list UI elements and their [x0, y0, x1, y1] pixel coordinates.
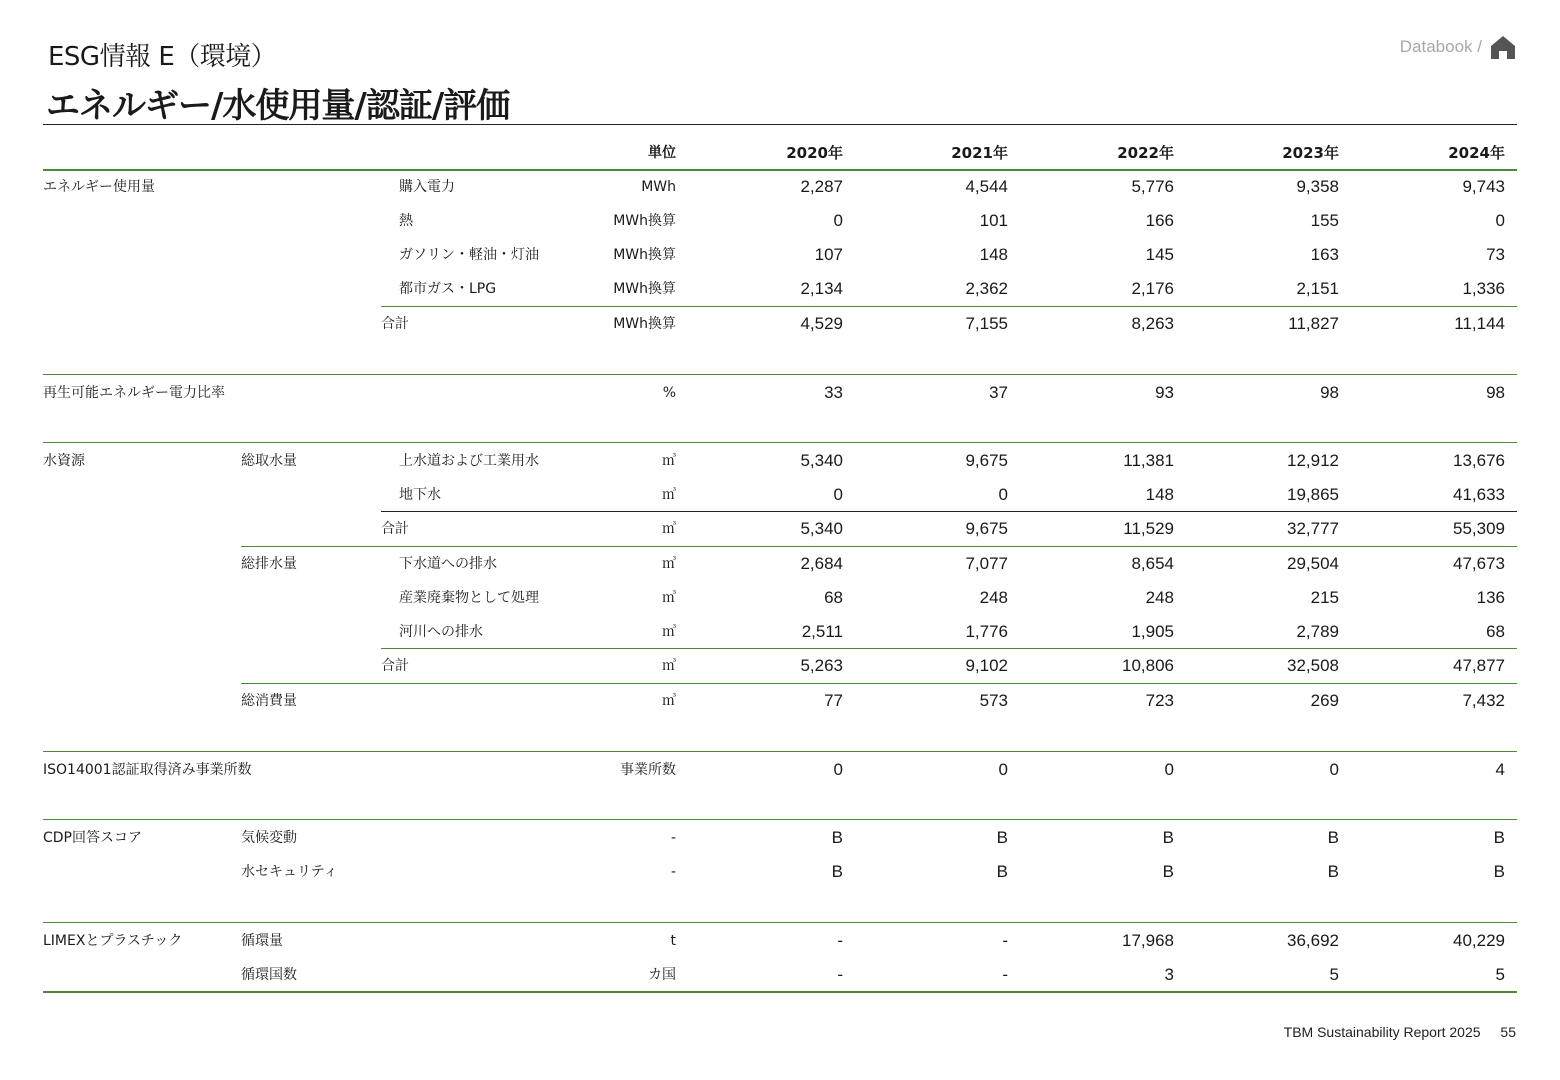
page-number: 55 — [1500, 1024, 1516, 1040]
unit-cell: MWh換算 — [613, 247, 676, 263]
top-nav — [1400, 34, 1516, 60]
value-cell: 9,743 — [1462, 177, 1505, 196]
value-cell: 2,287 — [800, 177, 843, 196]
value-cell: - — [1002, 965, 1008, 984]
databook-breadcrumb[interactable]: Databook / — [1399, 37, 1482, 56]
value-cell: 8,263 — [1131, 314, 1174, 333]
value-cell: 2,684 — [800, 554, 843, 573]
value-cell: 13,676 — [1453, 451, 1505, 470]
unit-cell: MWh換算 — [613, 281, 676, 297]
item-label: ガソリン・軽油・灯油 — [399, 247, 539, 263]
value-cell: 269 — [1310, 691, 1339, 710]
table-row — [43, 272, 1517, 306]
item-label: 都市ガス・LPG — [399, 281, 497, 297]
subcategory-label: 総消費量 — [241, 693, 297, 709]
value-cell: 148 — [979, 245, 1008, 264]
value-cell: 11,381 — [1123, 451, 1174, 470]
table-row — [43, 753, 1517, 787]
value-cell: 4,529 — [800, 314, 843, 333]
table-row — [43, 238, 1517, 272]
value-cell: 2,176 — [1131, 279, 1174, 298]
value-cell: 37 — [989, 383, 1008, 402]
unit-cell: ㎥ — [662, 487, 676, 503]
table-row — [43, 958, 1517, 992]
unit-cell: ㎥ — [662, 453, 676, 469]
value-cell: 32,777 — [1287, 519, 1339, 538]
table-row — [43, 615, 1517, 649]
unit-cell: ㎥ — [662, 590, 676, 606]
subcategory-label: 気候変動 — [241, 830, 297, 846]
value-cell: 4 — [1495, 760, 1505, 779]
category-label: LIMEXとプラスチック — [43, 933, 183, 949]
value-cell: 5 — [1329, 965, 1339, 984]
value-cell: 101 — [979, 211, 1008, 230]
item-label: 産業廃棄物として処理 — [399, 590, 539, 606]
section-divider — [43, 751, 1517, 752]
value-cell: 1,336 — [1462, 279, 1505, 298]
value-cell: 0 — [998, 760, 1008, 779]
unit-cell: % — [662, 385, 676, 401]
value-cell: 8,654 — [1131, 554, 1174, 573]
year-column-header: 2020年 — [786, 144, 843, 162]
value-cell: 5,776 — [1131, 177, 1174, 196]
table-row-total — [43, 307, 1517, 341]
value-cell: 36,692 — [1287, 931, 1339, 950]
value-cell: B — [1162, 862, 1174, 881]
value-cell: 1,776 — [965, 622, 1008, 641]
value-cell: 33 — [824, 383, 843, 402]
unit-cell: ㎥ — [662, 658, 676, 674]
value-cell: 2,134 — [800, 279, 843, 298]
value-cell: 2,789 — [1296, 622, 1339, 641]
value-cell: B — [1493, 862, 1505, 881]
home-icon[interactable] — [1490, 34, 1516, 60]
item-label: 上水道および工業用水 — [399, 453, 539, 469]
unit-cell: - — [670, 830, 676, 846]
value-cell: 5 — [1495, 965, 1505, 984]
table-row — [43, 376, 1517, 410]
value-cell: 248 — [1145, 588, 1174, 607]
page-footer — [1284, 1024, 1516, 1040]
value-cell: 7,432 — [1462, 691, 1505, 710]
table-row — [43, 581, 1517, 615]
subcategory-label: 循環国数 — [241, 967, 297, 983]
value-cell: 5,340 — [800, 451, 843, 470]
item-label: 熱 — [399, 213, 413, 229]
value-cell: 2,511 — [801, 622, 843, 641]
value-cell: 148 — [1145, 485, 1174, 504]
table-header-row — [43, 136, 1517, 170]
table-row-total — [43, 512, 1517, 546]
value-cell: B — [1162, 828, 1174, 847]
value-cell: 0 — [998, 485, 1008, 504]
unit-cell: MWh換算 — [613, 316, 676, 332]
year-column-header: 2022年 — [1117, 144, 1174, 162]
item-label: 河川への排水 — [399, 624, 483, 640]
unit-cell: MWh換算 — [613, 213, 676, 229]
value-cell: 11,144 — [1454, 314, 1505, 333]
value-cell: 107 — [814, 245, 843, 264]
value-cell: 163 — [1310, 245, 1339, 264]
value-cell: 1,905 — [1131, 622, 1174, 641]
unit-cell: MWh — [641, 179, 676, 195]
unit-cell: ㎥ — [662, 693, 676, 709]
value-cell: 73 — [1486, 245, 1505, 264]
value-cell: B — [996, 862, 1008, 881]
table-bottom-rule — [43, 991, 1517, 993]
value-cell: 29,504 — [1287, 554, 1339, 573]
section-divider — [43, 374, 1517, 375]
value-cell: 166 — [1145, 211, 1174, 230]
table-row — [43, 855, 1517, 889]
value-cell: 0 — [833, 485, 843, 504]
year-column-header: 2023年 — [1282, 144, 1339, 162]
value-cell: 0 — [1329, 760, 1339, 779]
value-cell: 68 — [824, 588, 843, 607]
value-cell: 40,229 — [1453, 931, 1505, 950]
category-label: 再生可能エネルギー電力比率 — [43, 385, 225, 401]
value-cell: 7,077 — [965, 554, 1008, 573]
value-cell: 2,151 — [1296, 279, 1339, 298]
value-cell: 5,340 — [800, 519, 843, 538]
value-cell: 17,968 — [1122, 931, 1174, 950]
value-cell: 145 — [1145, 245, 1174, 264]
value-cell: - — [837, 931, 843, 950]
value-cell: - — [837, 965, 843, 984]
value-cell: 248 — [979, 588, 1008, 607]
category-label: ISO14001認証取得済み事業所数 — [43, 762, 252, 778]
table-row — [43, 170, 1517, 204]
value-cell: B — [1493, 828, 1505, 847]
value-cell: 9,675 — [965, 519, 1008, 538]
value-cell: 136 — [1476, 588, 1505, 607]
value-cell: 47,673 — [1453, 554, 1505, 573]
title-rule — [43, 124, 1517, 125]
value-cell: B — [1327, 862, 1339, 881]
value-cell: 0 — [833, 760, 843, 779]
table-row — [43, 444, 1517, 478]
table-row — [43, 821, 1517, 855]
unit-column-header: 単位 — [648, 145, 676, 161]
category-label: 水資源 — [43, 453, 85, 469]
year-column-header: 2024年 — [1448, 144, 1505, 162]
report-name: TBM Sustainability Report 2025 — [1283, 1024, 1481, 1040]
value-cell: 77 — [824, 691, 843, 710]
table-row — [43, 547, 1517, 581]
unit-cell: ㎥ — [662, 556, 676, 572]
value-cell: B — [1327, 828, 1339, 847]
category-label: エネルギー使用量 — [43, 179, 155, 195]
value-cell: 11,529 — [1123, 519, 1174, 538]
subcategory-label: 総排水量 — [241, 556, 297, 572]
table-row — [43, 204, 1517, 238]
value-cell: 47,877 — [1453, 656, 1505, 675]
value-cell: 0 — [833, 211, 843, 230]
unit-cell: t — [670, 933, 676, 949]
value-cell: B — [996, 828, 1008, 847]
section-divider — [43, 922, 1517, 923]
value-cell: B — [831, 828, 843, 847]
page-title: エネルギー/水使用量/認証/評価 — [46, 86, 510, 126]
value-cell: 55,309 — [1453, 519, 1505, 538]
value-cell: B — [831, 862, 843, 881]
item-label: 地下水 — [399, 487, 441, 503]
table-row — [43, 924, 1517, 958]
subcategory-label: 循環量 — [241, 933, 283, 949]
value-cell: 12,912 — [1287, 451, 1339, 470]
unit-cell: カ国 — [648, 967, 676, 983]
value-cell: 2,362 — [965, 279, 1008, 298]
value-cell: 98 — [1486, 383, 1505, 402]
total-label: 合計 — [381, 316, 409, 332]
value-cell: 573 — [979, 691, 1008, 710]
value-cell: 9,358 — [1296, 177, 1339, 196]
page-subtitle: ESG情報 E（環境） — [48, 42, 277, 72]
unit-cell: 事業所数 — [620, 762, 676, 778]
category-label: CDP回答スコア — [43, 830, 142, 846]
value-cell: 155 — [1310, 211, 1339, 230]
unit-cell: ㎥ — [662, 521, 676, 537]
value-cell: 723 — [1145, 691, 1174, 710]
value-cell: 215 — [1310, 588, 1339, 607]
total-label: 合計 — [381, 521, 409, 537]
section-divider — [43, 442, 1517, 443]
value-cell: 68 — [1486, 622, 1505, 641]
unit-cell: - — [670, 864, 676, 880]
table-row-total — [43, 649, 1517, 683]
item-label: 下水道への排水 — [399, 556, 497, 572]
value-cell: - — [1002, 931, 1008, 950]
year-column-header: 2021年 — [951, 144, 1008, 162]
value-cell: 19,865 — [1287, 485, 1339, 504]
value-cell: 9,102 — [965, 656, 1008, 675]
value-cell: 93 — [1155, 383, 1174, 402]
item-label: 購入電力 — [399, 179, 455, 195]
table-row — [43, 684, 1517, 718]
value-cell: 3 — [1164, 965, 1174, 984]
section-divider — [43, 819, 1517, 820]
value-cell: 32,508 — [1287, 656, 1339, 675]
value-cell: 9,675 — [965, 451, 1008, 470]
value-cell: 41,633 — [1453, 485, 1505, 504]
table-row — [43, 478, 1517, 512]
value-cell: 11,827 — [1288, 314, 1339, 333]
value-cell: 7,155 — [965, 314, 1008, 333]
subcategory-label: 総取水量 — [241, 453, 297, 469]
value-cell: 0 — [1164, 760, 1174, 779]
value-cell: 5,263 — [800, 656, 843, 675]
value-cell: 0 — [1495, 211, 1505, 230]
value-cell: 4,544 — [965, 177, 1008, 196]
subcategory-label: 水セキュリティ — [241, 864, 338, 880]
total-label: 合計 — [381, 658, 409, 674]
value-cell: 10,806 — [1122, 656, 1174, 675]
unit-cell: ㎥ — [662, 624, 676, 640]
value-cell: 98 — [1320, 383, 1339, 402]
